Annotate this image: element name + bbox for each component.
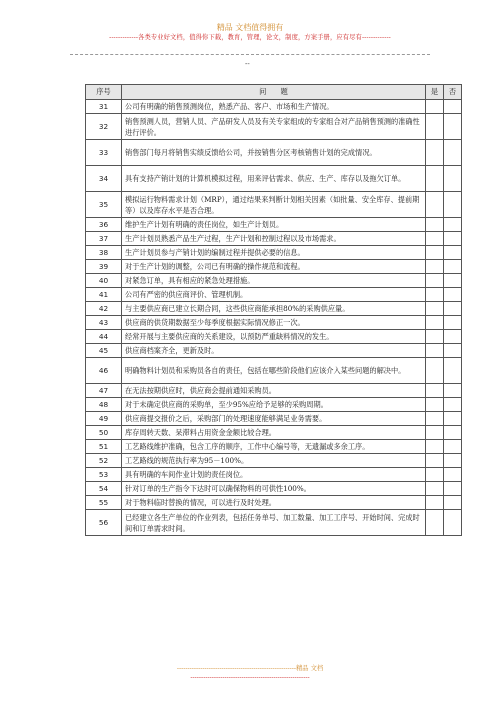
row-question: 供应商提交报价之后，采购部门的处理速度能够满足业务需要。 xyxy=(122,412,426,426)
header-banner: -------------各类专业好文档，值得你下载，教育，管理，论文，制度，方案手册，应有尽有------------- xyxy=(109,34,391,41)
table-row xyxy=(86,454,462,468)
answer-yes-cell[interactable] xyxy=(426,302,444,316)
table-row xyxy=(86,496,462,510)
row-question: 针对订单的生产指令下达时可以确保物料的可供性100%。 xyxy=(122,482,426,496)
row-number: 46 xyxy=(86,358,122,384)
answer-no-cell[interactable] xyxy=(444,232,462,246)
row-question: 对于生产计划的调整，公司已有明确的操作规范和流程。 xyxy=(122,260,426,274)
table-row xyxy=(86,218,462,232)
col-header-no-answer: 否 xyxy=(444,85,462,100)
answer-no-cell[interactable] xyxy=(444,288,462,302)
row-question: 在无法按期供应时，供应商会提前通知采购员。 xyxy=(122,384,426,398)
answer-yes-cell[interactable] xyxy=(426,140,444,166)
header-tail: -- xyxy=(245,60,250,68)
row-number: 36 xyxy=(86,218,122,232)
footer-rule: -------------------------------------------------------- xyxy=(190,674,310,681)
row-number: 45 xyxy=(86,344,122,358)
answer-no-cell[interactable] xyxy=(444,302,462,316)
table-row xyxy=(86,192,462,218)
answer-yes-cell[interactable] xyxy=(426,412,444,426)
row-question: 维护生产计划有明确的责任岗位，如生产计划员。 xyxy=(122,218,426,232)
row-question: 对于物料临时替换的情况，可以进行及时处理。 xyxy=(122,496,426,510)
page-header xyxy=(0,22,500,42)
answer-yes-cell[interactable] xyxy=(426,510,444,536)
answer-no-cell[interactable] xyxy=(444,468,462,482)
table-row xyxy=(86,384,462,398)
row-question: 销售预测人员，营销人员、产品研发人员及有关专家组成的专家组合对产品销售预测的准确性进行评价。 xyxy=(122,114,426,140)
answer-yes-cell[interactable] xyxy=(426,496,444,510)
answer-yes-cell[interactable] xyxy=(426,274,444,288)
row-question: 对紧急订单，具有相应的紧急处理措施。 xyxy=(122,274,426,288)
table-header-row xyxy=(86,85,462,100)
row-question: 具有明确的车间作业计划的责任岗位。 xyxy=(122,468,426,482)
row-number: 32 xyxy=(86,114,122,140)
table-row xyxy=(86,288,462,302)
row-number: 34 xyxy=(86,166,122,192)
answer-no-cell[interactable] xyxy=(444,166,462,192)
table-row xyxy=(86,274,462,288)
table-row xyxy=(86,426,462,440)
col-header-no: 序号 xyxy=(86,85,122,100)
row-question: 与主要供应商已建立长期合同，这些供应商能承担80%的采购供应量。 xyxy=(122,302,426,316)
row-question: 具有支持产销计划的计算机模拟过程，用来评估需求、供应、生产、库存以及拖欠订单。 xyxy=(122,166,426,192)
table-row xyxy=(86,114,462,140)
row-question: 供应商档案齐全，更新及时。 xyxy=(122,344,426,358)
answer-yes-cell[interactable] xyxy=(426,440,444,454)
answer-yes-cell[interactable] xyxy=(426,218,444,232)
row-number: 35 xyxy=(86,192,122,218)
answer-no-cell[interactable] xyxy=(444,260,462,274)
table-row xyxy=(86,100,462,114)
row-question: 公司有明确的销售预测岗位，熟悉产品、客户、市场和生产情况。 xyxy=(122,100,426,114)
table-row xyxy=(86,316,462,330)
row-number: 48 xyxy=(86,398,122,412)
row-question: 已经建立各生产单位的作业列表，包括任务单号、加工数量、加工工序号、开始时间、完成时间和订单需求时间。 xyxy=(122,510,426,536)
row-question: 库存周转天数、呆滞料占用资金金额比较合理。 xyxy=(122,426,426,440)
answer-no-cell[interactable] xyxy=(444,358,462,384)
row-question: 工艺路线维护准确，包含工序的顺序，工作中心编号等，无遗漏或多余工序。 xyxy=(122,440,426,454)
answer-no-cell[interactable] xyxy=(444,426,462,440)
answer-yes-cell[interactable] xyxy=(426,114,444,140)
answer-no-cell[interactable] xyxy=(444,114,462,140)
footer-banner: --------------------------------------------------------精品 文档 xyxy=(176,665,324,672)
row-number: 56 xyxy=(86,510,122,536)
answer-yes-cell[interactable] xyxy=(426,468,444,482)
answer-no-cell[interactable] xyxy=(444,218,462,232)
answer-yes-cell[interactable] xyxy=(426,246,444,260)
answer-no-cell[interactable] xyxy=(444,454,462,468)
row-question: 经常开展与主要供应商的关系建设，以预防严重缺料情况的发生。 xyxy=(122,330,426,344)
answer-yes-cell[interactable] xyxy=(426,288,444,302)
table-row xyxy=(86,482,462,496)
answer-yes-cell[interactable] xyxy=(426,260,444,274)
table-row xyxy=(86,302,462,316)
row-number: 50 xyxy=(86,426,122,440)
row-number: 33 xyxy=(86,140,122,166)
answer-yes-cell[interactable] xyxy=(426,482,444,496)
checklist-table xyxy=(85,84,462,536)
table-row xyxy=(86,510,462,536)
answer-yes-cell[interactable] xyxy=(426,384,444,398)
answer-yes-cell[interactable] xyxy=(426,316,444,330)
row-number: 42 xyxy=(86,302,122,316)
table-row xyxy=(86,330,462,344)
table-row xyxy=(86,246,462,260)
answer-yes-cell[interactable] xyxy=(426,426,444,440)
row-question: 供应商的供货期数据至少每季度根据实际情况修正一次。 xyxy=(122,316,426,330)
answer-no-cell[interactable] xyxy=(444,496,462,510)
answer-yes-cell[interactable] xyxy=(426,100,444,114)
table-row xyxy=(86,412,462,426)
answer-no-cell[interactable] xyxy=(444,100,462,114)
row-number: 41 xyxy=(86,288,122,302)
row-number: 47 xyxy=(86,384,122,398)
row-number: 40 xyxy=(86,274,122,288)
row-question: 工艺路线的规范执行率为95－100%。 xyxy=(122,454,426,468)
row-question: 销售部门每月将销售实绩反馈给公司，并按销售分区考核销售计划的完成情况。 xyxy=(122,140,426,166)
answer-yes-cell[interactable] xyxy=(426,232,444,246)
header-title: 精品 文档值得拥有 xyxy=(216,23,284,32)
table-row xyxy=(86,358,462,384)
answer-no-cell[interactable] xyxy=(444,140,462,166)
table-row xyxy=(86,398,462,412)
answer-yes-cell[interactable] xyxy=(426,330,444,344)
answer-yes-cell[interactable] xyxy=(426,398,444,412)
header-divider xyxy=(70,54,430,55)
answer-yes-cell[interactable] xyxy=(426,192,444,218)
table-row xyxy=(86,140,462,166)
row-number: 44 xyxy=(86,330,122,344)
row-number: 54 xyxy=(86,482,122,496)
answer-no-cell[interactable] xyxy=(444,440,462,454)
table-row xyxy=(86,440,462,454)
table-row xyxy=(86,468,462,482)
row-question: 生产计划员熟悉产品生产过程，生产计划和控制过程以及市场需求。 xyxy=(122,232,426,246)
row-question: 模拟运行物料需求计划（MRP），通过结果来判断计划相关因素（如批量、安全库存、提前期等）以及库存水平是否合理。 xyxy=(122,192,426,218)
page-footer xyxy=(0,664,500,682)
answer-no-cell[interactable] xyxy=(444,510,462,536)
row-number: 43 xyxy=(86,316,122,330)
answer-yes-cell[interactable] xyxy=(426,358,444,384)
row-question: 对于未确定供应商的采购单，至少95%应给予足够的采购周期。 xyxy=(122,398,426,412)
table-row xyxy=(86,344,462,358)
answer-no-cell[interactable] xyxy=(444,344,462,358)
row-number: 38 xyxy=(86,246,122,260)
table-row xyxy=(86,232,462,246)
col-header-question: 问 题 xyxy=(122,85,426,100)
table-row xyxy=(86,166,462,192)
row-number: 51 xyxy=(86,440,122,454)
answer-no-cell[interactable] xyxy=(444,482,462,496)
answer-no-cell[interactable] xyxy=(444,246,462,260)
answer-yes-cell[interactable] xyxy=(426,454,444,468)
row-number: 52 xyxy=(86,454,122,468)
row-number: 49 xyxy=(86,412,122,426)
answer-no-cell[interactable] xyxy=(444,384,462,398)
answer-no-cell[interactable] xyxy=(444,330,462,344)
answer-yes-cell[interactable] xyxy=(426,166,444,192)
table-row xyxy=(86,260,462,274)
row-number: 39 xyxy=(86,260,122,274)
row-number: 55 xyxy=(86,496,122,510)
row-question: 明确物料计划员和采购员各自的责任，包括在哪些阶段他们应该介入某些问题的解决中。 xyxy=(122,358,426,384)
answer-no-cell[interactable] xyxy=(444,192,462,218)
answer-no-cell[interactable] xyxy=(444,398,462,412)
answer-no-cell[interactable] xyxy=(444,274,462,288)
row-number: 31 xyxy=(86,100,122,114)
col-header-yes: 是 xyxy=(426,85,444,100)
row-question: 公司有严密的供应商评价、管理机制。 xyxy=(122,288,426,302)
row-question: 生产计划员参与产销计划的编制过程并提供必要的信息。 xyxy=(122,246,426,260)
answer-no-cell[interactable] xyxy=(444,316,462,330)
row-number: 37 xyxy=(86,232,122,246)
row-number: 53 xyxy=(86,468,122,482)
answer-yes-cell[interactable] xyxy=(426,344,444,358)
answer-no-cell[interactable] xyxy=(444,412,462,426)
